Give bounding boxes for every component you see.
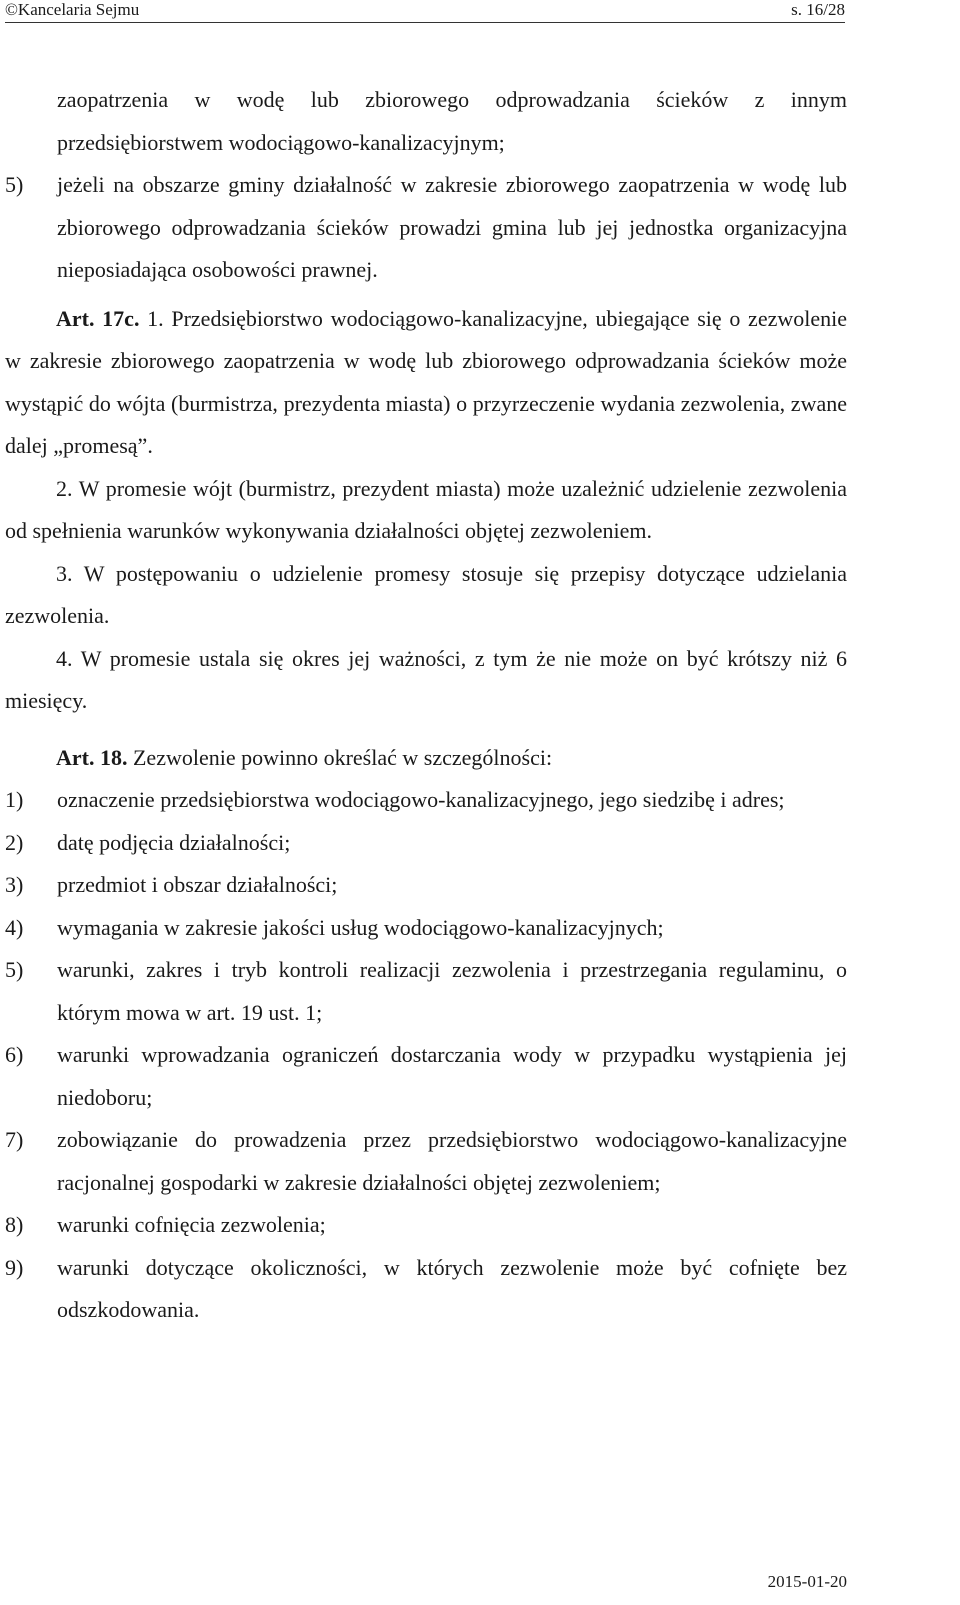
header-copyright: ©Kancelaria Sejmu	[5, 0, 140, 19]
art18-list	[5, 779, 847, 1332]
paragraph-text: 2. W promesie wójt (burmistrz, prezydent miasta) może uzależnić udzielenie zezwolenia od spełnienia warunków wykonywania działalności objętej zezwoleniem.	[5, 475, 847, 543]
list-item	[5, 949, 847, 1034]
art18-intro	[5, 737, 847, 780]
list-item-text: datę podjęcia działalności;	[57, 829, 291, 855]
footer-date: 2015-01-20	[767, 1572, 847, 1591]
list-item-text: jeżeli na obszarze gminy działalność w zakresie zbiorowego zaopatrzenia w wodę lub zbiorowego odprowadzania ścieków prowadzi gmina lub jej jednostka organizacyjna nieposiadająca osobowości prawnej.	[57, 172, 847, 282]
article-heading: Art. 18.	[56, 744, 128, 770]
list-item	[5, 864, 847, 907]
list-item-number: 5)	[5, 172, 24, 197]
art17c-paragraph-1	[5, 298, 847, 468]
list-item-text: wymagania w zakresie jakości usług wodociągowo-kanalizacyjnych;	[57, 914, 664, 940]
list-item-text: zobowiązanie do prowadzenia przez przedsiębiorstwo wodociągowo-kanalizacyjne racjonalnej gospodarki w zakresie działalności objętej zezwoleniem;	[57, 1127, 847, 1195]
art17c-paragraph-4	[5, 638, 847, 723]
list-item	[5, 1204, 847, 1247]
paragraph-text: 4. W promesie ustala się okres jej ważności, z tym że nie może on być krótszy niż 6 miesięcy.	[5, 645, 847, 713]
list-item-number: 5)	[5, 957, 24, 982]
art17c-paragraph-2	[5, 468, 847, 553]
list-item-text: warunki cofnięcia zezwolenia;	[57, 1212, 326, 1237]
art17c-paragraph-3	[5, 553, 847, 638]
list-item-number: 3)	[5, 872, 24, 897]
list-item-number: 8)	[5, 1212, 24, 1237]
list-item	[5, 779, 847, 822]
list-item-number: 1)	[5, 787, 24, 812]
list-item	[5, 1034, 847, 1119]
list-item-5	[5, 164, 847, 292]
list-item	[5, 822, 847, 865]
list-item	[5, 1119, 847, 1204]
list-item-text: warunki wprowadzania ograniczeń dostarczania wody w przypadku wystąpienia jej niedoboru;	[57, 1042, 847, 1110]
list-item-number: 4)	[5, 914, 24, 940]
header-page-number: s. 16/28	[791, 0, 845, 19]
list-item-text: oznaczenie przedsiębiorstwa wodociągowo-kanalizacyjnego, jego siedzibę i adres;	[57, 787, 785, 812]
list-item	[5, 907, 847, 950]
continued-list-item	[5, 79, 847, 164]
list-item-text: warunki, zakres i tryb kontroli realizacji zezwolenia i przestrzegania regulaminu, o którym mowa w art. 19 ust. 1;	[57, 957, 847, 1025]
list-item-text: warunki dotyczące okoliczności, w których zezwolenie może być cofnięte bez odszkodowania.	[57, 1254, 847, 1322]
list-item	[5, 1247, 847, 1332]
paragraph-text: 1. Przedsiębiorstwo wodociągowo-kanalizacyjne, ubiegające się o zezwolenie w zakresie zbiorowego zaopatrzenia w wodę lub zbiorowego odprowadzania ścieków może wystąpić do wójta (burmistrza, prezydenta miasta) o przyrzeczenie wydania zezwolenia, zwane dalej „promesą”.	[5, 305, 847, 458]
page-header	[5, 0, 845, 23]
continued-item-text: zaopatrzenia w wodę lub zbiorowego odprowadzania ścieków z innym przedsiębiorstwem wodociągowo-kanalizacyjnym;	[57, 87, 847, 155]
list-item-number: 9)	[5, 1254, 24, 1280]
list-item-number: 7)	[5, 1127, 24, 1152]
list-item-text: przedmiot i obszar działalności;	[57, 872, 338, 897]
article-heading: Art. 17c.	[56, 305, 140, 331]
document-body	[5, 79, 847, 1332]
paragraph-text: 3. W postępowaniu o udzielenie promesy stosuje się przepisy dotyczące udzielania zezwolenia.	[5, 560, 847, 628]
list-item-number: 2)	[5, 829, 24, 855]
list-item-number: 6)	[5, 1042, 24, 1067]
paragraph-text: Zezwolenie powinno określać w szczególności:	[132, 744, 553, 770]
